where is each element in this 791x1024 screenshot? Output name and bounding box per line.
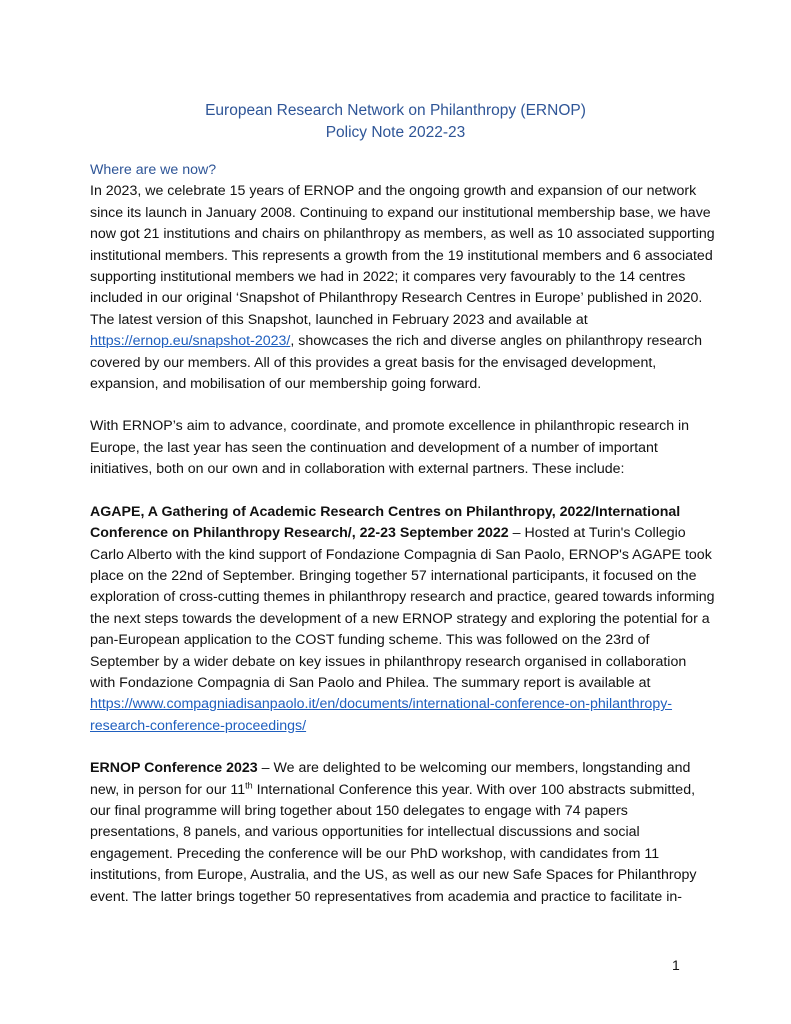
- agape-text: – Hosted at Turin's Collegio Carlo Alberto with the kind support of Fondazione Compagnia di San Paolo, ERNOP's AGAPE took place on the 22nd of September. Bringing together 57 international participants, it focused on the exploration of cross-cutting themes in philanthropy research and practice, geared towards informing the next steps towards the development of a new ERNOP strategy and exploring the potential for a pan-European application to the COST funding scheme. This was followed on the 23rd of September by a wider debate on key issues in philanthropy research organised in collaboration with Fondazione Compagnia di San Paolo and Philea. The summary report is available at: [90, 525, 715, 691]
- paragraph-conference-2023: [90, 758, 715, 908]
- snapshot-link[interactable]: https://ernop.eu/snapshot-2023/: [90, 333, 291, 350]
- paragraph-ernop-aim: With ERNOP’s aim to advance, coordinate, and promote excellence in philanthropic research in Europe, the last year has seen the continuation and development of a number of important initiatives, both on our own and in collaboration with external partners. These include:: [90, 418, 690, 478]
- agape-heading: AGAPE, A Gathering of Academic Research Centres on Philanthropy, 2022/International Conference on Philanthropy Research/, 22-23 September 2022: [90, 503, 681, 542]
- paragraph1-text-a: In 2023, we celebrate 15 years of ERNOP and the ongoing growth and expansion of our network since its launch in January 2008. Continuing to expand our institutional membership base, we have now got 21 institutions and chairs on philanthropy as members, as well as 10 associated supporting institutional members. This represents a growth from the 19 institutional members and 6 associated supporting institutional members we had in 2022; it compares very favourably to the 14 centres included in our original ‘Snapshot of Philanthropy Research Centres in Europe’ published in 2020. The latest version of this Snapshot, launched in February 2023 and available at: [90, 183, 715, 328]
- paragraph-agape: [90, 502, 715, 737]
- paragraph-spacer: [90, 481, 715, 502]
- conference-text-a: – We are delighted to be welcoming our members, longstanding and new, in person for our 11: [90, 760, 691, 798]
- document-title: European Research Network on Philanthropy (ERNOP): [205, 102, 586, 119]
- paragraph-spacer: [90, 737, 715, 758]
- page-number: 1: [672, 957, 680, 973]
- conference-text-b: International Conference this year. With over 100 abstracts submitted, our final programme will bring together about 150 delegates to engage with 74 papers presentations, 8 panels, and various opportunities for intellectual discussions and social engagement. Preceding the conference will be our PhD workshop, with candidates from 11 institutions, from Europe, Australia, and the US, as well as our new Safe Spaces for Philanthropy event. The latter brings together 50 representatives from academia and practice to facilitate in-: [90, 781, 697, 905]
- paragraph-spacer: [90, 395, 715, 416]
- document-body: [90, 160, 715, 908]
- title-block: [0, 100, 791, 144]
- ordinal-superscript: th: [245, 779, 253, 790]
- document-subtitle: Policy Note 2022-23: [325, 124, 466, 141]
- compagnia-report-link[interactable]: https://www.compagniadisanpaolo.it/en/documents/international-conference-on-philanthropy-research-conference-proceedings/: [90, 696, 673, 734]
- conference-heading: ERNOP Conference 2023: [90, 760, 258, 777]
- section-heading: Where are we now?: [90, 162, 217, 178]
- paragraph-where-are-we-now: [90, 181, 715, 395]
- paragraph1-text-b: , showcases the rich and diverse angles on philanthropy research covered by our members. All of this provides a great basis for the envisaged development, expansion, and mobilisation of our membership going forward.: [90, 333, 703, 393]
